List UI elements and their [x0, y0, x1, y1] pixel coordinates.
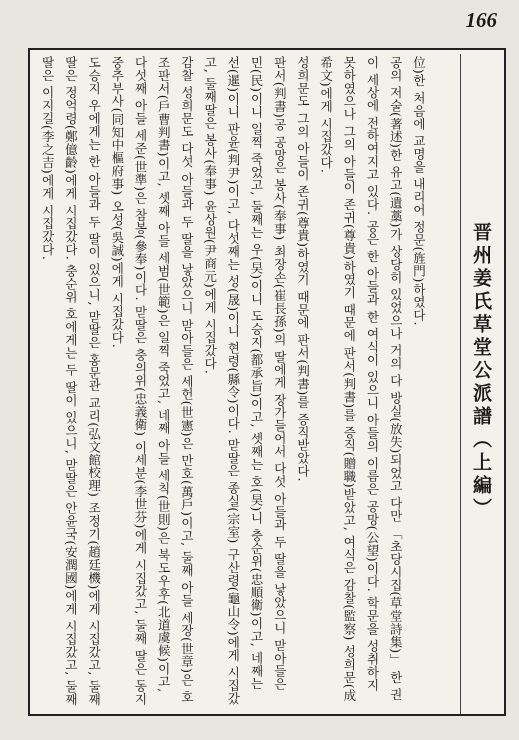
paragraph: 도승지 우에게는 한 아들과 두 딸이 있으니, 맏딸은 홍문관 교리(弘文館校理) 조정기(趙廷機)에게 시집갔고, 둘째 딸은 정억령(鄭億齡)에게 시집갔다. 충순위 호에게는 두 딸이 있으니, 맏딸은 안윤국(安潤國)에게 시집갔고, 둘째 딸은 이지길(李之吉)에게 시집갔다.	[40, 56, 102, 706]
text-body-area	[36, 56, 460, 710]
paragraph: 판서(判書)공 공망은 봉사(奉事) 최장손(崔長孫)의 딸에게 장가들어서 다섯 아들과 두 딸을 낳았으니 맏아들은 민(民)이니 일찍 죽었고, 둘째는 우(旲)이니 도승지(都承旨)이고, 셋째는 호(昊)니 충순위(忠順衛)이고, 네째는 선(暹)이니 판윤(判尹)이고, 다섯째는 성(晟)이니 현령(縣令)이다. 맏딸은 종실(宗室) 구산령(龜山令)에게 시집갔고, 둘째딸은 봉사(奉事) 윤상원(尹商元)에게 시집갔다.	[202, 56, 288, 705]
vertical-text-body	[36, 56, 430, 706]
paragraph: 성희문도 그의 아들이 존귀(尊貴)하였기 때문에 판서(判書)를 증직받았다.	[295, 56, 311, 482]
page-frame	[28, 48, 506, 716]
paragraph: 공의 저술(著述)한 유고(遺藁)가 상당히 있었으나 거의 다 방실(放失)되었고 다만 「초당시집(草堂詩集)」 한 권이 세상에 전하여지고 있다. 공은 한 아들과 한 여식이 있으니 아들의 이름은 공망(公望)이다. 학문을 성취하지 못하였으나 그의 아들이 존귀(尊貴)하였기 때문에 판서(判書)를 증직(贈職)받았고, 여식은 감찰(監察) 성희문(成希文)에게 시집갔다.	[318, 56, 404, 702]
page-number: 166	[465, 8, 497, 32]
genealogy-title: 晋州姜氏草堂公派譜（上編）	[470, 222, 492, 521]
paragraph: 감찰 성희문도 다섯 아들과 두 딸을 낳았으니 맏아들은 세헌(世憲)은 만호(萬戶)이고, 둘째 아들 세장(世章)은 호조판서(戶曹判書)이고, 셋째 아들 세범(世範)은 일찍 죽었고, 네째 아들 세칙(世則)은 북도우후(北道虞候)이고, 다섯째 아들 세준(世準)은 참봉(參奉)이다. 맏딸은 충의위(忠義衛) 이세분(李世芬)에게 시집갔고, 둘째 딸은 동지중추부사(同知中樞府事) 오성(吳誠)에게 시집갔다.	[109, 56, 195, 706]
genealogy-header-column	[460, 54, 502, 714]
paragraph: 位)한 처음에 교명을 내리어 정문(旌門)하였다.	[411, 56, 427, 326]
